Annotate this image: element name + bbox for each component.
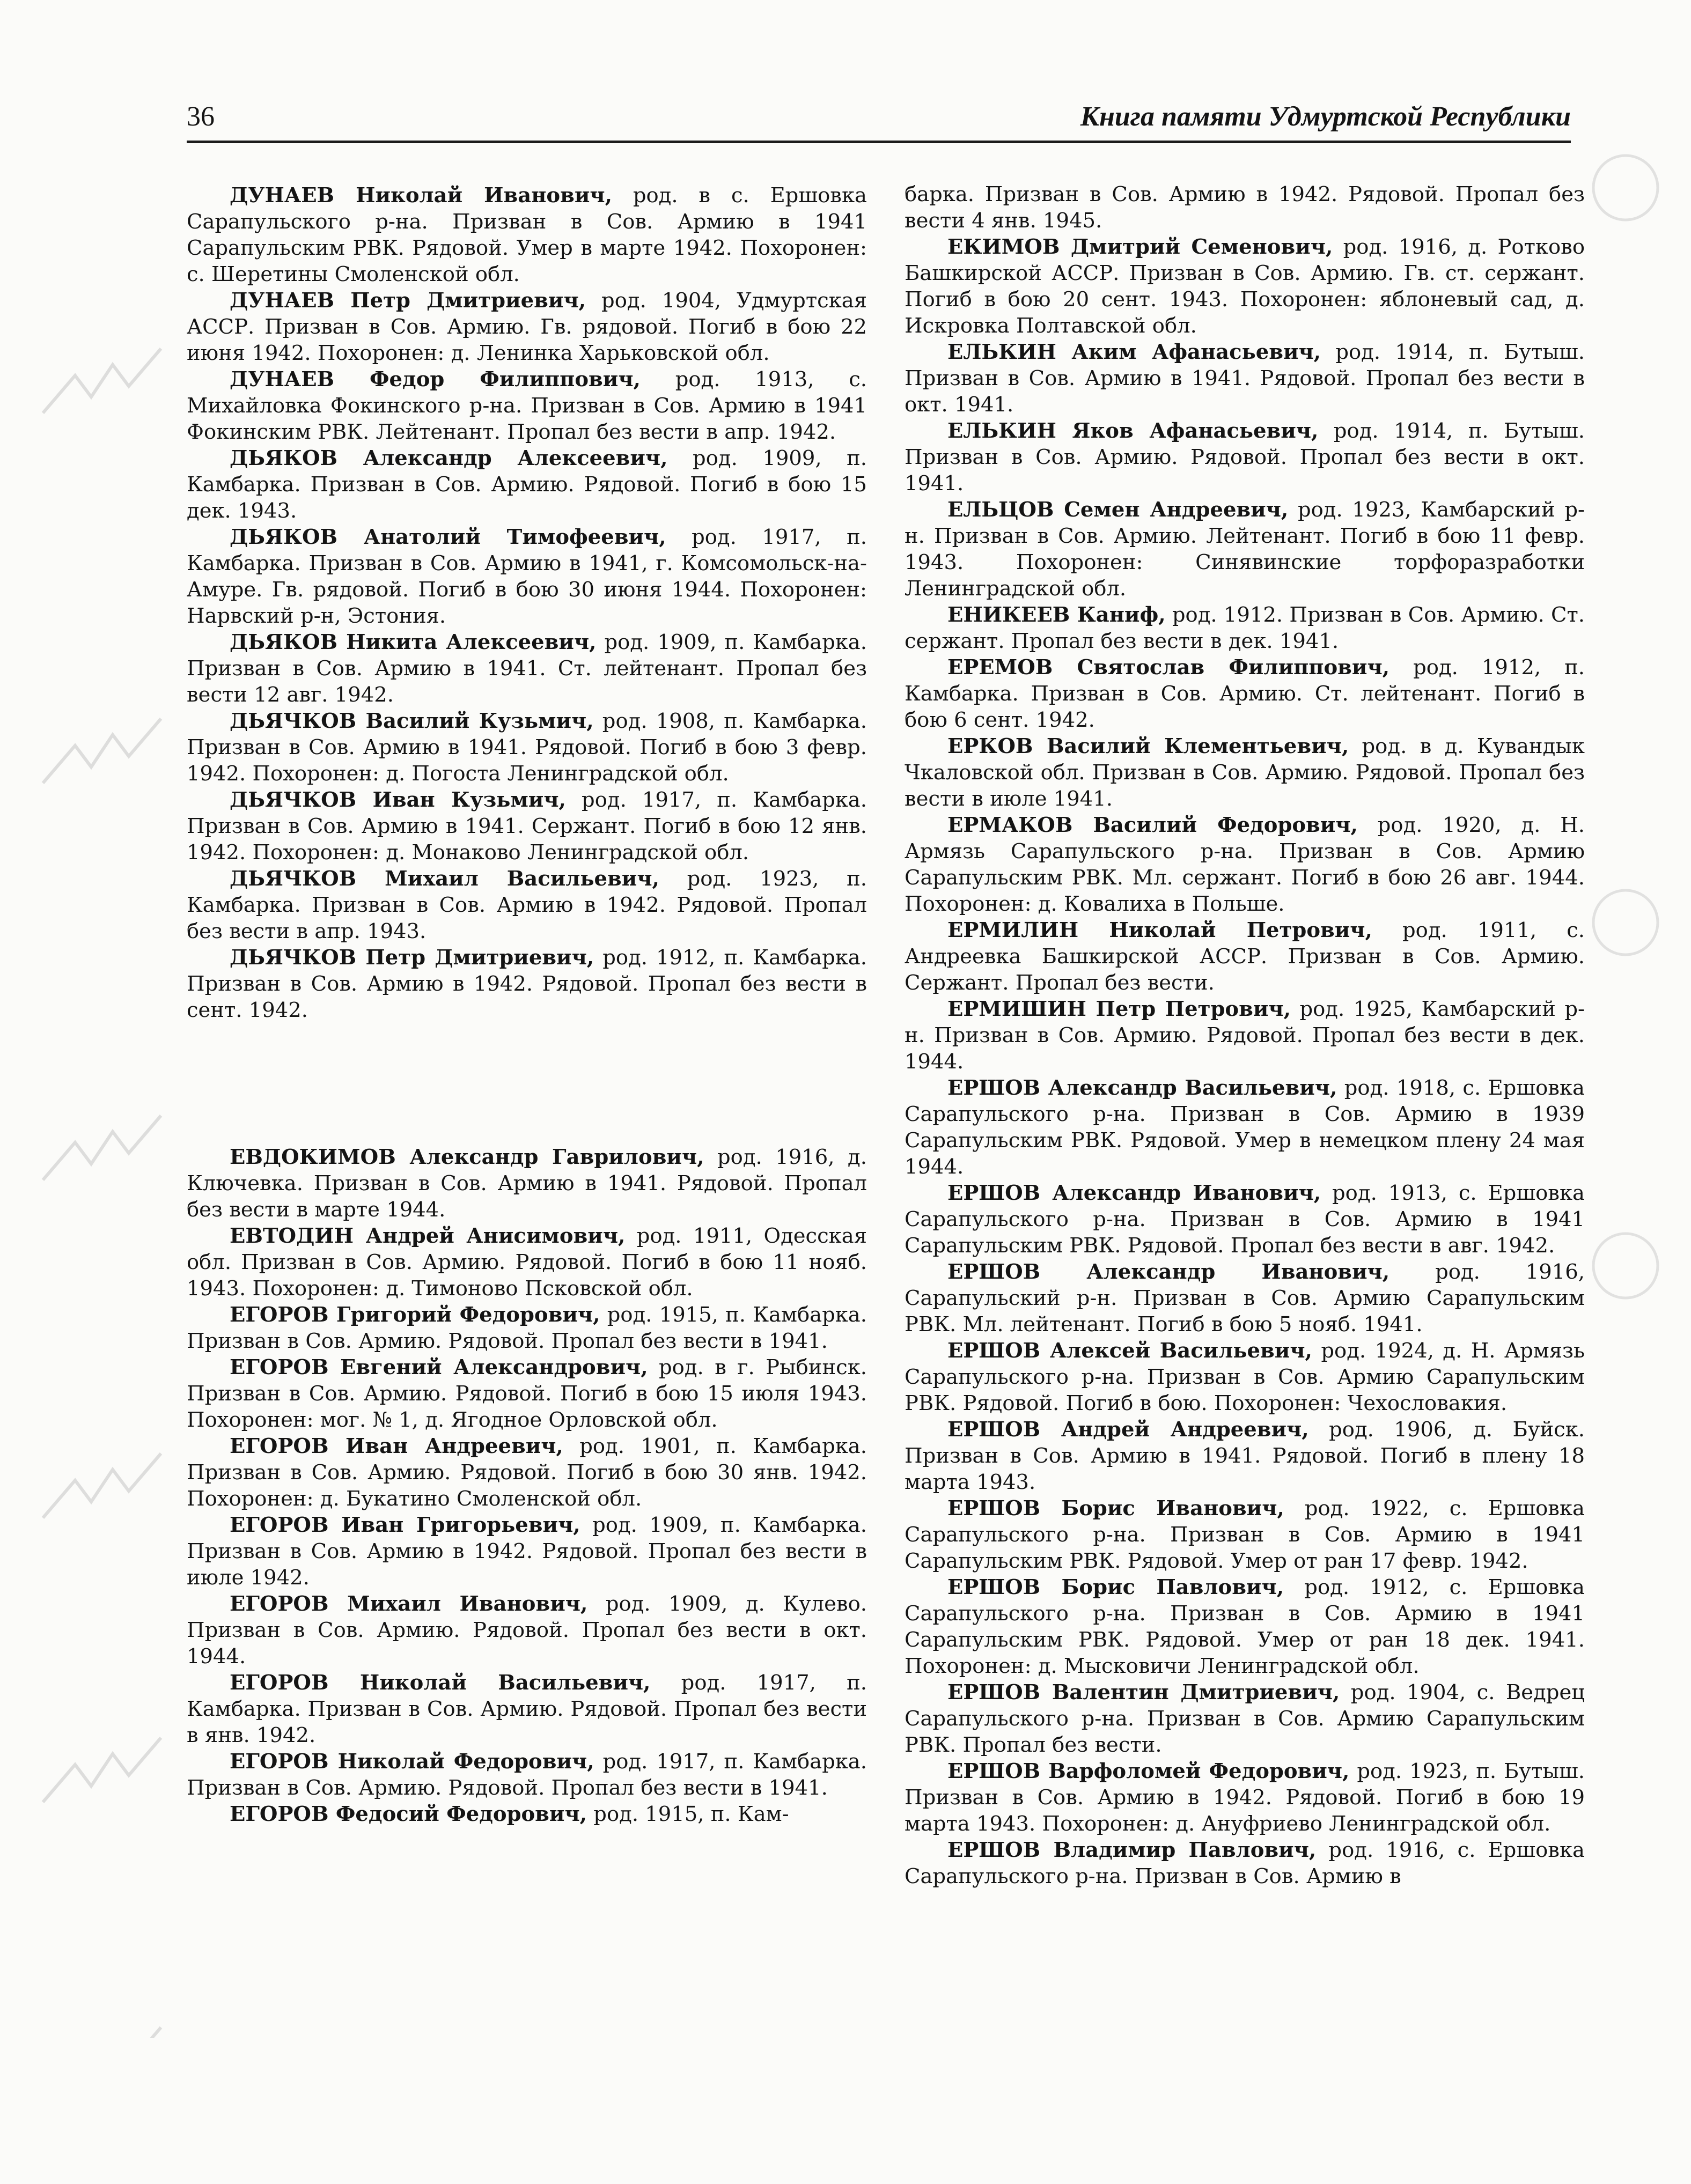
running-title: Книга памяти Удмуртской Республики xyxy=(1080,101,1571,132)
entry-text: род. 1913, с. Ершовка Сарапульского р-на. Призван в Сов. Армию в 1941 Сарапульским РВК. Рядовой. Пропал без вести в авг. 1942. xyxy=(905,1181,1585,1258)
entry-name: ЕРМАКОВ Василий Федорович, xyxy=(947,813,1358,837)
memorial-entry xyxy=(187,1591,867,1670)
memorial-entry xyxy=(905,497,1585,602)
memorial-entry xyxy=(187,866,867,945)
memorial-entry xyxy=(905,1837,1585,1890)
entry-text: род. 1913, с. Михайловка Фокинского р-на. Призван в Сов. Армию в 1941 Фокинским РВК. Лейтенант. Пропал без вести в апр. 1942. xyxy=(187,367,867,444)
memorial-entry xyxy=(905,1758,1585,1837)
memorial-entry xyxy=(905,996,1585,1075)
entry-text: род. 1906, д. Буйск. Призван в Сов. Армию в 1941. Рядовой. Погиб в плену 18 марта 1943. xyxy=(905,1418,1585,1494)
memorial-entry xyxy=(905,339,1585,418)
entry-text: род. 1912, с. Ершовка Сарапульского р-на. Призван в Сов. Армию в 1941 Сарапульским РВК. Рядовой. Умер от ран 18 дек. 1941. Похоронен: д. Мысковичи Ленинградской обл. xyxy=(905,1575,1585,1678)
entry-text: род. в с. Ершовка Сарапульского р-на. Призван в Сов. Армию в 1941 Сарапульским РВК. Рядовой. Умер в марте 1942. Похоронен: с. Шеретины Смоленской обл. xyxy=(187,183,867,286)
entry-text: род. 1915, п. Кам- xyxy=(587,1802,789,1826)
memorial-entry xyxy=(187,1354,867,1433)
page-header xyxy=(187,97,1571,139)
entry-name: ЕЛЬЦОВ Семен Андреевич, xyxy=(947,498,1289,522)
entry-name: ЕГОРОВ Михаил Иванович, xyxy=(230,1592,588,1616)
entry-name: ДУНАЕВ Николай Иванович, xyxy=(230,183,612,208)
entry-name: ЕРШОВ Алексей Васильевич, xyxy=(947,1339,1312,1363)
memorial-entry xyxy=(905,1180,1585,1259)
entry-name: ЕРШОВ Борис Павлович, xyxy=(947,1575,1284,1599)
entries-e-section xyxy=(187,1144,867,1827)
entry-text: род. 1901, п. Камбарка. Призван в Сов. Армию. Рядовой. Погиб в бою 30 янв. 1942. Похоронен: д. Букатино Смоленской обл. xyxy=(187,1434,867,1511)
archive-watermark-left xyxy=(32,161,182,2038)
entry-name: ЕГОРОВ Николай Федорович, xyxy=(230,1750,594,1774)
entry-name: ДЬЯЧКОВ Василий Кузьмич, xyxy=(230,709,594,733)
memorial-entry xyxy=(187,182,867,287)
entry-text: род. 1912, п. Камбарка. Призван в Сов. Армию. Ст. лейтенант. Погиб в бою 6 сент. 1942. xyxy=(905,655,1585,732)
entry-text: род. 1920, д. Н. Армязь Сарапульского р-на. Призван в Сов. Армию Сарапульским РВК. Мл. сержант. Погиб в бою 26 авг. 1944. Похоронен: д. Ковалиха в Польше. xyxy=(905,813,1585,916)
entry-name: ЕРШОВ Александр Иванович, xyxy=(947,1260,1390,1284)
entry-text: род. 1924, д. Н. Армязь Сарапульского р-на. Призван в Сов. Армию Сарапульским РВК. Рядовой. Погиб в бою. Похоронен: Чехословакия. xyxy=(905,1339,1585,1415)
entry-text: род. 1909, п. Камбарка. Призван в Сов. Армию в 1942. Рядовой. Пропал без вести в июле 1942. xyxy=(187,1513,867,1590)
entry-name: ЕРШОВ Андрей Андреевич, xyxy=(947,1418,1309,1442)
memorial-entry xyxy=(905,1679,1585,1758)
entry-name: ЕРШОВ Валентин Дмитриевич, xyxy=(947,1680,1340,1705)
entry-name: ЕГОРОВ Николай Васильевич, xyxy=(230,1671,651,1695)
memorial-entry xyxy=(187,945,867,1023)
entry-text: род. 1909, п. Камбарка. Призван в Сов. Армию в 1941. Ст. лейтенант. Пропал без вести 12 авг. 1942. xyxy=(187,630,867,707)
entry-name: ЕРМИЛИН Николай Петрович, xyxy=(947,918,1372,942)
entry-name: ЕРМИШИН Петр Петрович, xyxy=(947,997,1291,1021)
entry-text: род. 1916, Сарапульский р-н. Призван в Сов. Армию Сарапульским РВК. Мл. лейтенант. Погиб в бою 5 нояб. 1941. xyxy=(905,1260,1585,1337)
memorial-entry xyxy=(905,1259,1585,1338)
entries-right-section xyxy=(905,234,1585,1890)
memorial-entry xyxy=(187,1433,867,1512)
entry-text: род. 1916, д. Ключевка. Призван в Сов. Армию в 1941. Рядовой. Пропал без вести в марте 1944. xyxy=(187,1145,867,1222)
right-column xyxy=(905,181,1585,1890)
entry-text: род. 1925, Камбарский р-н. Призван в Сов. Армию. Рядовой. Пропал без вести в дек. 1944. xyxy=(905,997,1585,1074)
memorial-entry xyxy=(187,1748,867,1801)
entry-text: род. 1915, п. Камбарка. Призван в Сов. Армию. Рядовой. Пропал без вести в 1941. xyxy=(187,1303,867,1353)
entry-name: ДЬЯЧКОВ Михаил Васильевич, xyxy=(230,867,659,891)
entry-text: род. 1917, п. Камбарка. Призван в Сов. Армию в 1941, г. Комсомольск-на-Амуре. Гв. рядовой. Погиб в бою 30 июня 1944. Похоронен: Нарвский р-н, Эстония. xyxy=(187,525,867,628)
entry-text: род. в г. Рыбинск. Призван в Сов. Армию. Рядовой. Погиб в бою 15 июля 1943. Похоронен: мог. № 1, д. Ягодное Орловской обл. xyxy=(187,1355,867,1432)
entry-name: ЕГОРОВ Григорий Федорович, xyxy=(230,1303,600,1327)
entry-name: ЕКИМОВ Дмитрий Семенович, xyxy=(947,235,1333,259)
entry-text: род. 1909, п. Камбарка. Призван в Сов. Армию. Рядовой. Погиб в бою 15 дек. 1943. xyxy=(187,446,867,523)
entry-text: род. 1917, п. Камбарка. Призван в Сов. Армию в 1941. Сержант. Погиб в бою 12 янв. 1942. Похоронен: д. Монаково Ленинградской обл. xyxy=(187,788,867,865)
entries-d-section xyxy=(187,182,867,1023)
entry-name: ЕГОРОВ Иван Андреевич, xyxy=(230,1434,563,1458)
entry-text: род. 1911, Одесская обл. Призван в Сов. Армию. Рядовой. Погиб в бою 11 нояб. 1943. Похоронен: д. Тимоново Псковской обл. xyxy=(187,1224,867,1301)
entry-text: род. в д. Кувандык Чкаловской обл. Призван в Сов. Армию. Рядовой. Пропал без вести в июле 1941. xyxy=(905,734,1585,811)
entry-text: род. 1923, Камбарский р-н. Призван в Сов. Армию. Лейтенант. Погиб в бою 11 февр. 1943. Похоронен: Синявинские торфоразработки Ленинградской обл. xyxy=(905,498,1585,601)
entry-name: ЕГОРОВ Иван Григорьевич, xyxy=(230,1513,580,1537)
entry-name: ЕВДОКИМОВ Александр Гаврилович, xyxy=(230,1145,704,1169)
left-column xyxy=(187,182,867,1827)
entry-name: ДЬЯЧКОВ Петр Дмитриевич, xyxy=(230,946,594,970)
entry-text: род. 1917, п. Камбарка. Призван в Сов. Армию. Рядовой. Пропал без вести в 1941. xyxy=(187,1750,867,1800)
memorial-entry xyxy=(187,1670,867,1748)
entry-text: род. 1904, Удмуртская АССР. Призван в Сов. Армию. Гв. рядовой. Погиб в бою 22 июня 1942. Похоронен: д. Ленинка Харьковской обл. xyxy=(187,289,867,365)
memorial-entry xyxy=(187,1801,867,1827)
entry-name: ЕРШОВ Варфоломей Федорович, xyxy=(947,1759,1350,1783)
entry-text: род. 1904, с. Ведрец Сарапульского р-на. Призван в Сов. Армию Сарапульским РВК. Пропал без вести. xyxy=(905,1680,1585,1757)
entry-text: род. 1914, п. Бутыш. Призван в Сов. Армию. Рядовой. Пропал без вести в окт. 1941. xyxy=(905,419,1585,496)
memorial-entry xyxy=(905,418,1585,497)
entry-text: род. 1909, д. Кулево. Призван в Сов. Армию. Рядовой. Пропал без вести в окт. 1944. xyxy=(187,1592,867,1669)
header-rule xyxy=(187,141,1571,143)
memorial-entry xyxy=(905,733,1585,812)
memorial-entry xyxy=(187,1223,867,1302)
entry-name: ДЬЯКОВ Никита Алексеевич, xyxy=(230,630,597,654)
memorial-entry xyxy=(905,1495,1585,1574)
entry-name: ЕВТОДИН Андрей Анисимович, xyxy=(230,1224,626,1248)
entry-name: ДЬЯЧКОВ Иван Кузьмич, xyxy=(230,788,566,812)
memorial-entry xyxy=(905,1574,1585,1679)
entry-text: род. 1917, п. Камбарка. Призван в Сов. Армию. Рядовой. Пропал без вести в янв. 1942. xyxy=(187,1671,867,1747)
entry-name: ДУНАЕВ Федор Филиппович, xyxy=(230,367,641,392)
entry-text: род. 1912. Призван в Сов. Армию. Ст. сержант. Пропал без вести в дек. 1941. xyxy=(905,603,1585,653)
memorial-entry xyxy=(187,629,867,708)
memorial-entry xyxy=(187,1302,867,1354)
memorial-entry xyxy=(187,708,867,787)
entry-name: ЕНИКЕЕВ Каниф, xyxy=(947,603,1166,627)
memorial-entry xyxy=(187,787,867,866)
memorial-entry xyxy=(905,1075,1585,1180)
memorial-entry xyxy=(905,917,1585,996)
entry-name: ЕРШОВ Борис Иванович, xyxy=(947,1496,1284,1521)
memorial-entry xyxy=(187,1144,867,1223)
memorial-entry xyxy=(187,366,867,445)
memorial-entry xyxy=(187,524,867,629)
memorial-entry xyxy=(905,812,1585,917)
entry-name: ЕРКОВ Василий Клементьевич, xyxy=(947,734,1349,758)
page-number: 36 xyxy=(187,101,215,132)
entry-text: род. 1908, п. Камбарка. Призван в Сов. Армию в 1941. Рядовой. Погиб в бою 3 февр. 1942. Похоронен: д. Погоста Ленинградской обл. xyxy=(187,709,867,786)
continuation-text: барка. Призван в Сов. Армию в 1942. Рядовой. Пропал без вести 4 янв. 1945. xyxy=(905,182,1585,233)
entry-name: ЕЛЬКИН Аким Афанасьевич, xyxy=(947,340,1321,364)
entry-name: ЕГОРОВ Евгений Александрович, xyxy=(230,1355,648,1379)
entry-name: ЕЛЬКИН Яков Афанасьевич, xyxy=(947,419,1319,443)
entry-name: ДЬЯКОВ Александр Алексеевич, xyxy=(230,446,668,470)
archive-watermark-right xyxy=(1572,64,1679,1781)
entry-name: ЕРШОВ Владимир Павлович, xyxy=(947,1838,1317,1862)
entry-name: ЕГОРОВ Федосий Федорович, xyxy=(230,1802,587,1826)
entry-text: род. 1916, с. Ершовка Сарапульского р-на. Призван в Сов. Армию в xyxy=(905,1838,1585,1888)
entry-name: ДЬЯКОВ Анатолий Тимофеевич, xyxy=(230,525,666,549)
memorial-entry xyxy=(905,234,1585,339)
memorial-entry xyxy=(905,1338,1585,1416)
entry-text: род. 1923, п. Бутыш. Призван в Сов. Армию в 1942. Рядовой. Погиб в бою 19 марта 1943. Похоронен: д. Ануфриево Ленинградской обл. xyxy=(905,1759,1585,1836)
memorial-entry xyxy=(905,1416,1585,1495)
memorial-entry xyxy=(187,445,867,524)
memorial-entry xyxy=(187,287,867,366)
memorial-entry xyxy=(187,1512,867,1591)
entry-name: ЕРЕМОВ Святослав Филиппович, xyxy=(947,655,1390,680)
entry-text: род. 1912, п. Камбарка. Призван в Сов. Армию в 1942. Рядовой. Пропал без вести в сент. 1942. xyxy=(187,946,867,1022)
entry-name: ДУНАЕВ Петр Дмитриевич, xyxy=(230,289,586,313)
entry-text: род. 1914, п. Бутыш. Призван в Сов. Армию в 1941. Рядовой. Пропал без вести в окт. 1941. xyxy=(905,340,1585,417)
memorial-entry xyxy=(905,602,1585,654)
entry-text: род. 1922, с. Ершовка Сарапульского р-на. Призван в Сов. Армию в 1941 Сарапульским РВК. Рядовой. Умер от ран 17 февр. 1942. xyxy=(905,1496,1585,1573)
entry-text: род. 1918, с. Ершовка Сарапульского р-на. Призван в Сов. Армию в 1939 Сарапульским РВК. Рядовой. Умер в немецком плену 24 мая 1944. xyxy=(905,1076,1585,1179)
entry-name: ЕРШОВ Александр Васильевич, xyxy=(947,1076,1337,1100)
entry-text: род. 1923, п. Камбарка. Призван в Сов. Армию в 1942. Рядовой. Пропал без вести в апр. 1943. xyxy=(187,867,867,943)
entry-text: род. 1916, д. Ротково Башкирской АССР. Призван в Сов. Армию. Гв. ст. сержант. Погиб в бою 20 сент. 1943. Похоронен: яблоневый сад, д. Искровка Полтавской обл. xyxy=(905,235,1585,338)
section-gap xyxy=(187,1023,867,1144)
memorial-entry xyxy=(905,654,1585,733)
entry-name: ЕРШОВ Александр Иванович, xyxy=(947,1181,1321,1205)
entry-text: род. 1911, с. Андреевка Башкирской АССР. Призван в Сов. Армию. Сержант. Пропал без вести. xyxy=(905,918,1585,995)
